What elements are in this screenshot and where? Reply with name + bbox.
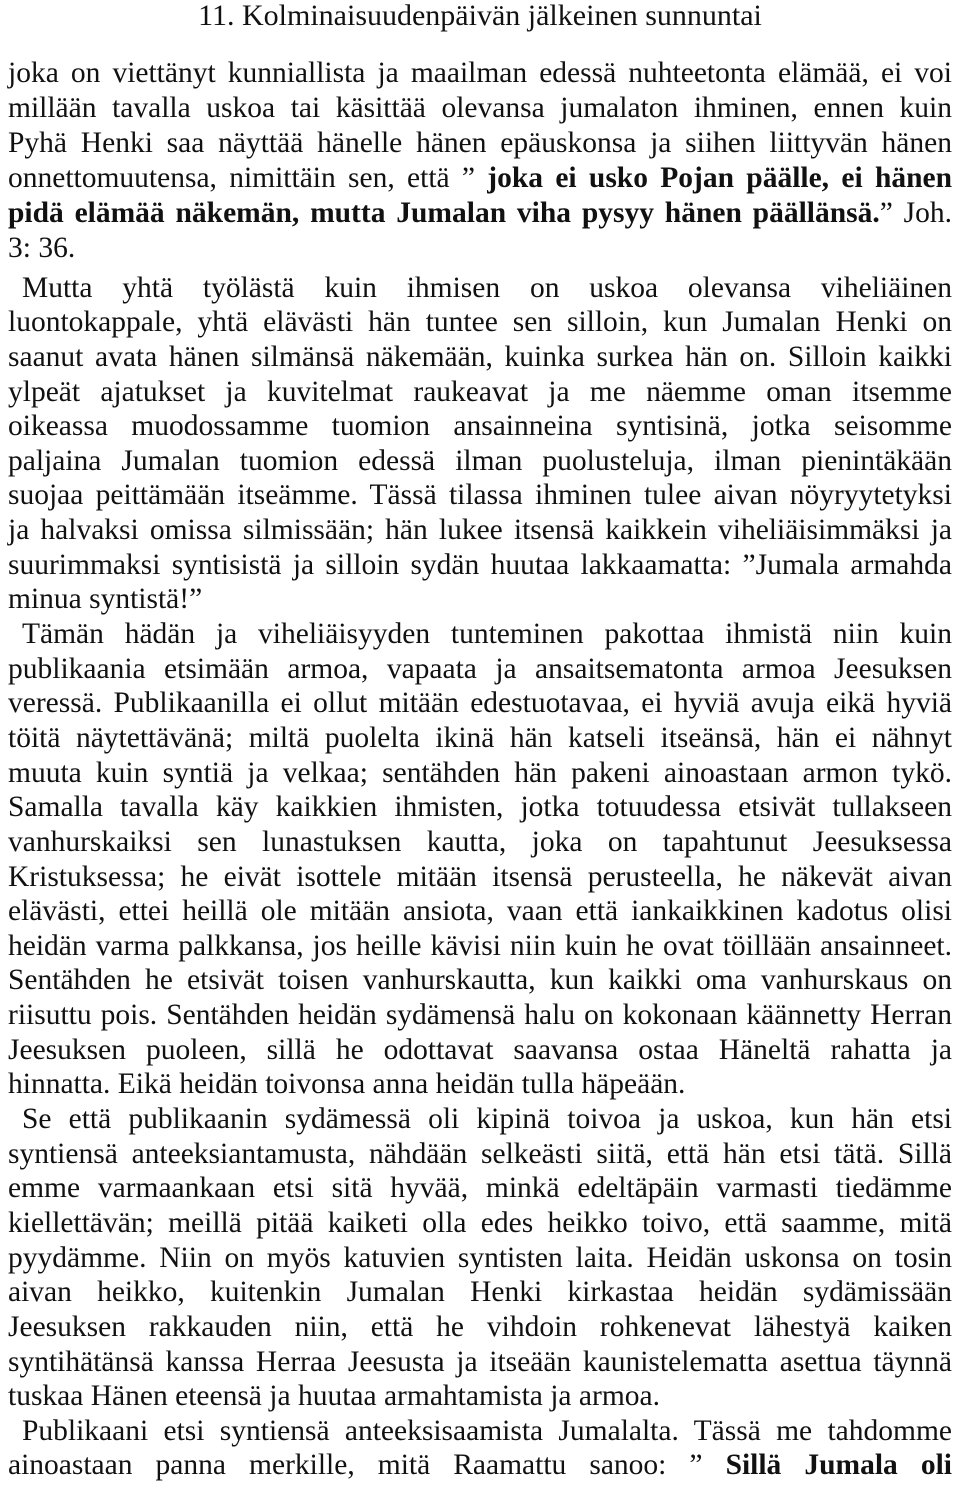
text-line: elävästi, ettei heillä ole mitään ansiota, vaan että iankaikkinen kadotus olisi bbox=[8, 895, 952, 928]
text-line: veressä. Publikaanilla ei ollut mitään edestuotavaa, ei hyviä avuja eikä hyviä bbox=[8, 687, 952, 720]
text-line: syntihätänsä kanssa Herraa Jeesusta ja itseään kaunistelematta asettua täynnä bbox=[8, 1345, 952, 1378]
text-line: heidän varma palkkansa, jos heille kävisi niin kuin he ovat töillään ansainneet. bbox=[8, 929, 952, 962]
text-line: Samalla tavalla käy kaikkien ihmisten, jotka totuudessa etsivät tullakseen bbox=[8, 791, 952, 824]
text-line: ja halvaksi omissa silmissään; hän lukee itsensä kaikkein viheliäisimmäksi ja bbox=[8, 514, 952, 547]
text-line: riisuttu pois. Sentähden heidän sydämensä halu on kokonaan käännetty Herran bbox=[8, 999, 952, 1032]
paragraph bbox=[8, 1102, 952, 1414]
text-segment: ” Joh. bbox=[879, 197, 952, 229]
text-line: Tämän hädän ja viheliäisyyden tunteminen pakottaa ihmistä niin kuin bbox=[22, 618, 952, 651]
text-line: Jeesuksen rakkauden niin, että he vihdoin rohkenevat lähestyä kaiken bbox=[8, 1310, 952, 1343]
paragraph bbox=[8, 271, 952, 617]
bold-quote-segment: Sillä Jumala oli bbox=[725, 1449, 952, 1482]
text-line: pyydämme. Niin on myös katuvien syntisten laita. Heidän uskonsa on tosin bbox=[8, 1241, 952, 1274]
text-line: Mutta yhtä työlästä kuin ihmisen on uskoa olevansa viheliäinen bbox=[22, 271, 952, 304]
paragraph bbox=[8, 617, 952, 1102]
text-line: Sentähden he etsivät toisen vanhurskautta, kun kaikki oma vanhurskaus on bbox=[8, 964, 952, 997]
text-line: Pyhä Henki saa näyttää hänelle hänen epäuskonsa ja siihen liittyvän hänen bbox=[8, 127, 952, 159]
document-body bbox=[8, 56, 952, 1483]
text-line: kiellettävän; meillä pitää kaiketi olla edes heikko toivo, että saamme, mitä bbox=[8, 1206, 952, 1239]
text-line bbox=[8, 161, 952, 196]
text-line: Jeesuksen puoleen, sillä he odottavat saavansa ostaa Häneltä rahatta ja bbox=[8, 1033, 952, 1066]
text-line: minua syntistä!” bbox=[8, 583, 203, 616]
text-line: Kristuksessa; he eivät isottele mitään itsensä perusteella, he näkevät aivan bbox=[8, 860, 952, 893]
text-line: ylpeät ajatukset ja kuvitelmat raukeavat ja me näemme oman itsemme bbox=[8, 375, 952, 408]
paragraph bbox=[8, 1414, 952, 1483]
text-line: paljaina Jumalan tuomion edessä ilman puolusteluja, ilman pienintäkään bbox=[8, 444, 952, 477]
text-line: joka on viettänyt kunniallista ja maailman edessä nuhteetonta elämää, ei voi bbox=[8, 57, 952, 89]
text-line: suojaa peittämään itseämme. Tässä tilassa ihminen tulee aivan nöyryytetyksi bbox=[8, 479, 952, 512]
text-segment: onnettomuutensa, nimittäin sen, että ” bbox=[8, 162, 488, 194]
text-line: syntiensä anteeksiantamusta, nähdään selkeästi siitä, että hän etsi tätä. Sillä bbox=[8, 1137, 952, 1170]
text-line: töitä näytettävänä; miltä puolelta ikinä hän katseli itseänsä, hän ei nähnyt bbox=[8, 721, 952, 754]
text-line bbox=[8, 196, 952, 231]
text-line: 3: 36. bbox=[8, 232, 76, 264]
text-line bbox=[8, 1448, 952, 1483]
text-line: suurimmaksi syntisistä ja silloin sydän huutaa lakkaamatta: ”Jumala armahda bbox=[8, 548, 952, 581]
bold-quote-segment: pidä elämää näkemän, mutta Jumalan viha pysyy hänen päällänsä. bbox=[8, 197, 880, 229]
text-line: Se että publikaanin sydämessä oli kipinä toivoa ja uskoa, kun hän etsi bbox=[22, 1103, 952, 1136]
text-line: aivan heikko, kuitenkin Jumalan Henki kirkastaa heidän sydämissään bbox=[8, 1276, 952, 1309]
text-line: tuskaa Hänen eteensä ja huutaa armahtamista ja armoa. bbox=[8, 1380, 660, 1413]
text-line: millään tavalla uskoa tai käsittää olevansa jumalaton ihminen, ennen kuin bbox=[8, 92, 952, 124]
text-line: vanhurskaiksi sen lunastuksen kautta, joka on tapahtunut Jeesuksessa bbox=[8, 825, 952, 858]
text-segment: ainoastaan panna merkille, mitä Raamattu sanoo: ” bbox=[8, 1449, 726, 1482]
text-line: hinnatta. Eikä heidän toivonsa anna heidän tulla häpeään. bbox=[8, 1068, 686, 1101]
text-line: Publikaani etsi syntiensä anteeksisaamista Jumalalta. Tässä me tahdomme bbox=[22, 1414, 952, 1447]
text-line: emme varmaankaan etsi sitä hyvää, minkä edeltäpäin varmasti tiedämme bbox=[8, 1172, 952, 1205]
text-line: saanut avata hänen silmänsä näkemään, kuinka surkea hän on. Silloin kaikki bbox=[8, 340, 952, 373]
text-line: publikaania etsimään armoa, vapaata ja ansaitsematonta armoa Jeesuksen bbox=[8, 652, 952, 685]
text-line: oikeassa muodossamme tuomion ansainneina syntisinä, jotka seisomme bbox=[8, 410, 952, 443]
page-title: 11. Kolminaisuudenpäivän jälkeinen sunnuntai bbox=[198, 0, 762, 32]
paragraph bbox=[8, 56, 952, 266]
bold-quote-segment: joka ei usko Pojan päälle, ei hänen bbox=[487, 162, 953, 194]
text-line: luontokappale, yhtä elävästi hän tuntee sen silloin, kun Jumalan Henki on bbox=[8, 306, 952, 339]
text-line: muuta kuin syntiä ja velkaa; sentähden hän pakeni ainoastaan armon tykö. bbox=[8, 756, 952, 789]
